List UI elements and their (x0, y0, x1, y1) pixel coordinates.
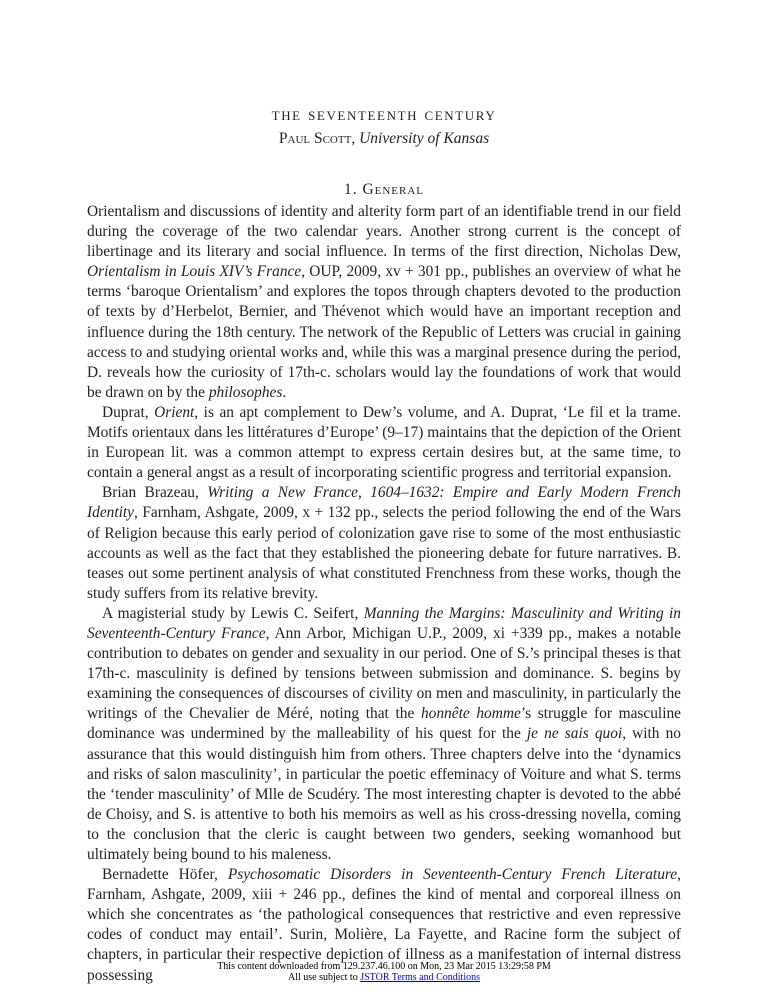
italic-title-text: philosophes (208, 383, 283, 401)
paragraph-text: , Farnham, Ashgate, 2009, xiii + 246 pp., defines the kind of mental and corporeal illness on which she concentrates as ‘the pathological consequences that restrictive and even repressive codes of conduct may entail’. Surin, Molière, La Fayette, and Racine form the subject of chapters, in particular their respective depiction of illness as a manifestation of internal distress possessing (87, 866, 681, 984)
author-line (0, 130, 768, 148)
author-name: Paul Scott (278, 130, 352, 147)
paragraph (87, 403, 681, 483)
jstor-terms-link[interactable]: JSTOR Terms and Conditions (360, 972, 480, 983)
italic-title-text: Manning the Margins: Masculinity and Writing in Seventeenth-Century France (87, 604, 681, 642)
paragraph-text: Duprat, (102, 403, 155, 421)
italic-title-text: je ne sais quoi (526, 725, 623, 743)
author-affiliation: University of Kansas (359, 130, 490, 147)
paragraph (87, 202, 681, 403)
paragraph-text: , OUP, 2009, xv + 301 pp., publishes an overview of what he terms ‘baroque Orientalism’ and explores the topos through chapters devoted to the production of texts by d’Herbelot, Bernier, and Thévenot which would have an important reception and influence during the 18th century. The network of the Republic of Letters was crucial in gaining access to and studying oriental works and, while this was a marginal presence during the period, D. reveals how the curiosity of 17th-c. scholars would lay the foundations of work that would be drawn on by the (87, 263, 681, 401)
italic-title-text: Orient (154, 403, 195, 421)
italic-title-text: Orientalism in Louis XIV’s France (87, 263, 302, 281)
download-notice: This content downloaded from 129.237.46.100 on Mon, 23 Mar 2015 13:29:58 PM (217, 961, 551, 972)
paragraph-text: , Farnham, Ashgate, 2009, x + 132 pp., selects the period following the end of the Wars of Religion because this early period of colonization gave rise to some of the most enthusiastic accounts as well as the fact that they established the pioneering debate for future narratives. B. teases out some pertinent analysis of what constituted Frenchness from these works, though the study suffers from its relative brevity. (87, 504, 681, 602)
paragraph (87, 483, 681, 604)
paragraph-text: Brian Brazeau, (102, 484, 208, 502)
italic-title-text: Writing a New France, 1604–1632: Empire and Early Modern French Identity (87, 484, 681, 522)
italic-title-text: Psychosomatic Disorders in Seventeenth-Century French Literature (227, 866, 678, 884)
terms-prefix: All use subject to (288, 972, 361, 983)
author-separator: , (351, 130, 360, 147)
paragraph-text: . (282, 383, 287, 401)
article-title: the seventeenth century (271, 104, 497, 125)
italic-title-text: honnête homme (420, 705, 521, 723)
paragraph-text: , with no assurance that this would distinguish him from others. Three chapters delve into the ‘dynamics and risks of salon masculinity’, in particular the poetic effeminacy of Voiture and what S. terms the ‘tender masculinity’ of Mlle de Scudéry. The most interesting chapter is devoted to the abbé de Choisy, and S. is attentive to both his memoirs as well as his cross-dressing novella, coming to the conclusion that the cleric is caught between two genders, seeking womanhood but ultimately being bound to his maleness. (87, 725, 682, 863)
paragraph-text: ’s struggle for masculine dominance was undermined by the malleability of his quest for the (87, 705, 682, 743)
paragraph (87, 604, 681, 865)
paragraph-text: , is an apt complement to Dew’s volume, and A. Duprat, ‘Le fil et la trame. Motifs orientaux dans les littératures d’Europe’ (9–17) maintains that the depiction of the Orient in European lit. was a common attempt to express certain desires but, at the same time, to contain a general angst as a result of incorporating scientific progress and territorial expansion. (87, 403, 681, 482)
paragraph-text: Orientalism and discussions of identity and alterity form part of an identifiable trend in our field during the coverage of the two calendar years. Another strong current is the concept of libertinage and its literary and social influence. In terms of the first direction, Nicholas Dew, (87, 203, 681, 261)
section-heading: 1. General (343, 181, 425, 198)
terms-line (0, 972, 768, 983)
article-body (87, 202, 681, 986)
download-footer (0, 961, 768, 983)
paragraph-text: A magisterial study by Lewis C. Seifert, (102, 604, 364, 622)
paragraph-text: Bernadette Höfer, (102, 866, 228, 884)
paragraph-text: , Ann Arbor, Michigan U.P., 2009, xi +339 pp., makes a notable contribution to debates on gender and sexuality in our period. One of S.’s principal theses is that 17th-c. masculinity is defined by tensions between submission and dominance. S. begins by examining the consequences of discourses of civility on men and masculinity, in particularly the writings of the Chevalier de Méré, noting that the (87, 624, 681, 723)
